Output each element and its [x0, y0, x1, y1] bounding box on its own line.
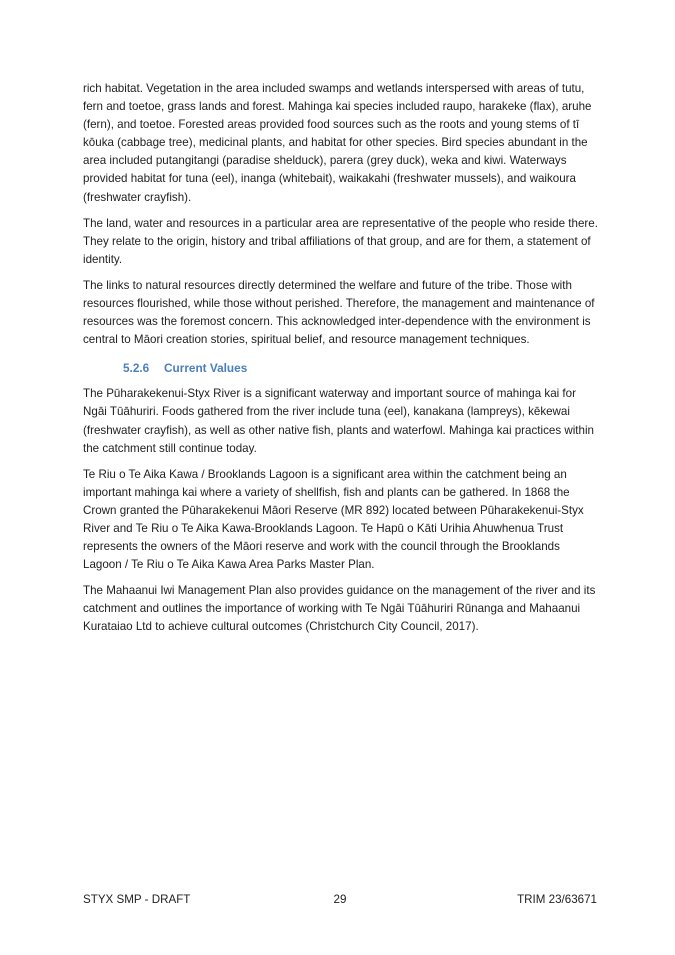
section-number: 5.2.6 — [123, 361, 150, 376]
paragraph-iwi-management-plan: The Mahaanui Iwi Management Plan also provides guidance on the management of the river and its catchment and outlines the importance of working with Te Ngāi Tūāhuriri Rūnanga and Mahaanui Kurataiao Ltd to achieve cultural outcomes (Christchurch City Council, 2017). — [83, 584, 596, 634]
section-title: Current Values — [164, 361, 248, 376]
page-footer — [83, 892, 597, 908]
paragraph-brooklands-lagoon: Te Riu o Te Aika Kawa / Brooklands Lagoon is a significant area within the catchment being an important mahinga kai where a variety of shellfish, fish and plants can be gathered. In 1868 the Crown granted the Pūharakekenui Māori Reserve (MR 892) located between Pūharakekenui-Styx River and Te Riu o Te Aika Kawa-Brooklands Lagoon. Te Hapū o Kāti Urihia Ahuwhenua Trust represents the owners of the Māori reserve and work with the council through the Brooklands Lagoon / Te Riu o Te Aika Kawa Area Parks Master Plan. — [83, 467, 584, 572]
footer-page-number: 29 — [333, 893, 347, 906]
footer-document-title: STYX SMP - DRAFT — [83, 893, 191, 906]
section-heading — [123, 360, 599, 376]
paragraph-resources: The links to natural resources directly determined the welfare and future of the tribe. Those with resources flourished, while those without perished. Therefore, the management and maintenance of resources was the foremost concern. This acknowledged inter-dependence with the environment is central to Māori creation stories, spiritual belief, and resource management techniques. — [83, 278, 595, 347]
paragraph-identity: The land, water and resources in a particular area are representative of the people who reside there. They relate to the origin, history and tribal affiliations of that group, and are for them, a statement of identity. — [83, 216, 598, 266]
paragraph-styx-river: The Pūharakekenui-Styx River is a significant waterway and important source of mahinga kai for Ngāi Tūāhuriri. Foods gathered from the river include tuna (eel), kanakana (lampreys), kēkewai (freshwater crayfish), as well as other native fish, plants and waterfowl. Mahinga kai practices within the catchment still continue today. — [83, 387, 594, 455]
footer-trim-reference: TRIM 23/63671 — [517, 893, 597, 906]
paragraph-habitat: rich habitat. Vegetation in the area included swamps and wetlands interspersed with areas of tutu, fern and toetoe, grass lands and forest. Mahinga kai species included raupo, harakeke (flax), aruhe (fern), and toetoe. Forested areas provided food sources such as the roots and young stems of tī kōuka (cabbage tree), medicinal plants, and habitat for other species. Bird species abundant in the area included putangitangi (paradise shelduck), parera (grey duck), weka and kiwi. Waterways provided habitat for tuna (eel), inanga (whitebait), waikakahi (freshwater mussels), and waikoura (freshwater crayfish). — [83, 82, 592, 204]
document-body — [83, 80, 599, 645]
